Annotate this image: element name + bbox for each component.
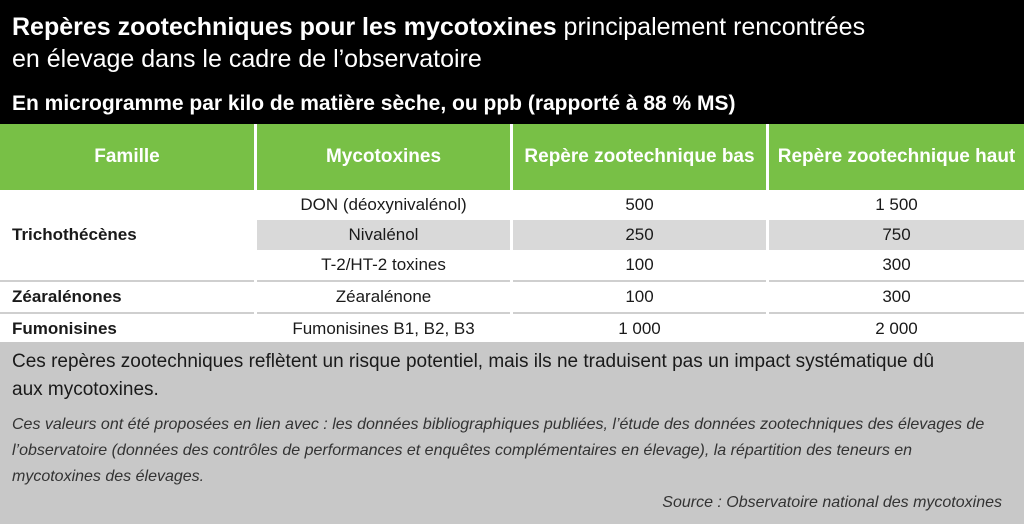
cell-repere-haut: 300 xyxy=(882,287,911,306)
cell-repere-haut: 2 000 xyxy=(875,319,918,338)
header-repere-haut: Repère zootechnique haut xyxy=(777,146,1016,167)
cell-mycotoxine: Nivalénol xyxy=(348,225,419,244)
cell-repere-haut: 1 500 xyxy=(875,195,918,214)
cell-repere-haut: 750 xyxy=(882,225,911,244)
title-bold: Repères zootechniques pour les mycotoxines xyxy=(12,13,557,41)
title-line-1 xyxy=(12,12,865,42)
methodology-note: Ces valeurs ont été proposées en lien avec : les données bibliographiques publiées, l’étude des données zootechniques des élevages de l’observatoire (données des contrôles de performances et enquêtes complémentaires en élevage), la répartition des teneurs en mycotoxines des élevages. xyxy=(12,416,985,485)
header-repere-bas: Repère zootechnique bas xyxy=(524,146,755,167)
column-divider xyxy=(510,190,513,344)
family-zearalenones: Zéaralénones xyxy=(12,287,122,306)
cell-repere-bas: 1 000 xyxy=(618,319,661,338)
title-regular-1: principalement rencontrées xyxy=(556,13,866,41)
cell-repere-haut: 300 xyxy=(882,255,911,274)
cell-mycotoxine: Fumonisines B1, B2, B3 xyxy=(292,319,475,338)
cell-repere-bas: 100 xyxy=(625,287,654,306)
cell-repere-bas: 500 xyxy=(625,195,654,214)
column-divider xyxy=(254,190,257,344)
cell-mycotoxine: Zéaralénone xyxy=(335,287,432,306)
data-table xyxy=(0,124,1024,338)
header-famille: Famille xyxy=(94,146,160,167)
risk-note: Ces repères zootechniques reflètent un risque potentiel, mais ils ne traduisent pas un impact systématique dû aux mycotoxines. xyxy=(12,351,935,400)
family-trichothecenes: Trichothécènes xyxy=(12,225,137,244)
family-fumonisines: Fumonisines xyxy=(12,319,117,338)
column-divider xyxy=(766,190,769,344)
cell-mycotoxine: DON (déoxynivalénol) xyxy=(300,195,467,214)
table-header xyxy=(0,124,1024,190)
cell-repere-bas: 250 xyxy=(625,225,654,244)
footer-notes xyxy=(0,342,1024,524)
source-credit: Source : Observatoire national des mycotoxines xyxy=(662,494,1002,511)
header-mycotoxines: Mycotoxines xyxy=(325,146,442,167)
subtitle: En microgramme par kilo de matière sèche, ou ppb (rapporté à 88 % MS) xyxy=(12,92,736,115)
cell-repere-bas: 100 xyxy=(625,255,654,274)
header-banner xyxy=(0,0,1024,124)
cell-mycotoxine: T-2/HT-2 toxines xyxy=(321,255,446,274)
title-line-2: en élevage dans le cadre de l’observatoire xyxy=(12,45,482,73)
